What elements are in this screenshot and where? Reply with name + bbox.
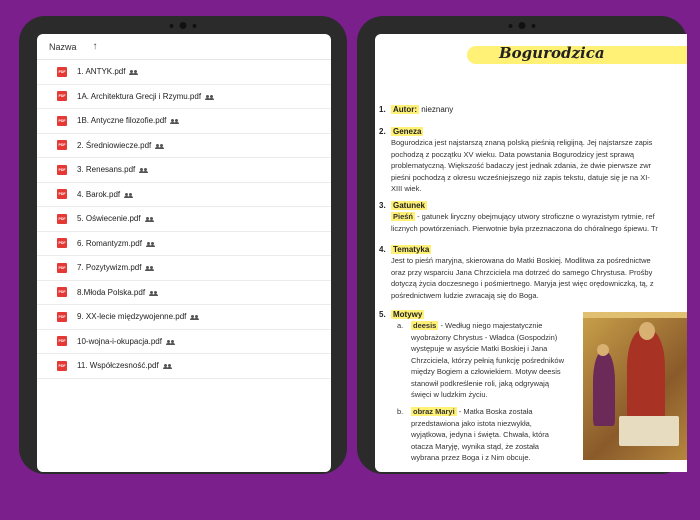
shared-people-icon xyxy=(140,168,147,171)
section-geneza-heading: 2. Geneza xyxy=(379,127,422,136)
file-row[interactable] xyxy=(37,134,331,159)
shared-people-icon xyxy=(150,291,157,294)
file-name: 1. ANTYK.pdf xyxy=(77,67,126,77)
left-tablet xyxy=(19,16,347,474)
file-row[interactable] xyxy=(37,60,331,85)
column-label: Nazwa xyxy=(49,41,77,52)
document-title: Bogurodzica xyxy=(499,44,605,62)
front-camera xyxy=(509,22,536,29)
shared-people-icon xyxy=(191,315,198,318)
section-gatunek-heading: 3. Gatunek xyxy=(379,201,426,210)
file-row[interactable] xyxy=(37,207,331,232)
front-camera xyxy=(170,22,197,29)
right-tablet xyxy=(357,16,687,474)
file-row[interactable] xyxy=(37,183,331,208)
shared-people-icon xyxy=(125,193,132,196)
file-name: 9. XX-lecie międzywojenne.pdf xyxy=(77,312,187,322)
pdf-file-icon: PDF xyxy=(57,336,67,346)
file-name: 1B. Antyczne filozofie.pdf xyxy=(77,116,167,126)
pdf-file-icon: PDF xyxy=(57,263,67,273)
sort-arrow-up-icon[interactable]: ↑ xyxy=(92,41,98,52)
pdf-file-icon: PDF xyxy=(57,140,67,150)
obraz-maryi-text: obraz Maryi - Matka Boska została przedstawiona jako istota niezwykła, wyjątkowa, jedyna i święta. Chwała, która otacza Maryję, wynika stąd, że została wybrana przez Boga i z Nim obcuje. xyxy=(411,407,549,462)
file-name: 2. Średniowiecze.pdf xyxy=(77,140,152,150)
deesis-icon-painting xyxy=(583,312,687,460)
shared-people-icon xyxy=(206,95,213,98)
name-column-header[interactable] xyxy=(37,34,331,60)
shared-people-icon xyxy=(130,70,137,73)
file-name: 3. Renesans.pdf xyxy=(77,165,136,175)
shared-people-icon xyxy=(167,340,174,343)
file-row[interactable] xyxy=(37,232,331,257)
pdf-file-icon: PDF xyxy=(57,214,67,224)
section-tematyka-heading: 4. Tematyka xyxy=(379,245,430,254)
file-name: 4. Barok.pdf xyxy=(77,189,121,199)
file-name: 6. Romantyzm.pdf xyxy=(77,238,142,248)
shared-people-icon xyxy=(146,217,153,220)
geneza-text: Bogurodzica jest najstarszą znaną polską pieśnią religijną. Jej najstarsze zapis pochodzą z początku XV wieku. Data powstania Bogurodzicy jest sprawą problematyczną. Większość badaczy jest jednak zdania, że dwie pierwsze zwr pieśni pochodzą z okresu wcześniejszego niż zapis tekstu, datuje się je na XI- XIII wiek. xyxy=(391,138,653,194)
shared-people-icon xyxy=(146,266,153,269)
file-list xyxy=(37,60,331,379)
pdf-file-icon: PDF xyxy=(57,116,67,126)
pdf-file-icon: PDF xyxy=(57,91,67,101)
file-row[interactable] xyxy=(37,281,331,306)
file-row[interactable] xyxy=(37,109,331,134)
shared-people-icon xyxy=(171,119,178,122)
file-row[interactable] xyxy=(37,305,331,330)
section-author: 1. Autor: nieznany xyxy=(379,105,454,114)
file-row[interactable] xyxy=(37,85,331,110)
file-name: 1A. Architektura Grecji i Rzymu.pdf xyxy=(77,91,202,101)
section-motywy-heading: 5. Motywy xyxy=(379,310,423,319)
document-viewer xyxy=(375,34,687,472)
file-name: 10-wojna-i-okupacja.pdf xyxy=(77,336,162,346)
shared-people-icon xyxy=(156,144,163,147)
pdf-file-icon: PDF xyxy=(57,312,67,322)
pdf-file-icon: PDF xyxy=(57,165,67,175)
file-name: 11. Współczesność.pdf xyxy=(77,361,159,371)
file-row[interactable] xyxy=(37,330,331,355)
shared-people-icon xyxy=(147,242,154,245)
file-name: 8.Młoda Polska.pdf xyxy=(77,287,146,297)
file-row[interactable] xyxy=(37,354,331,379)
deesis-text: deesis - Według niego majestatycznie wyobrażony Chrystus - Władca (Gospodzin) występuje w asyście Matki Boskiej i Jana Chrzciciela, którzy pełnią funkcję pośredników między Bogiem a człowiekiem. Motyw deesis stanowił podkreślenie roli, jaką odgrywają święci w ludzkim życiu. xyxy=(411,321,564,399)
document-page: Bogurodzica 1. Autor: nieznany 2. Geneza Bogurodzica jest najstarszą znaną polską pieśnią religijną. Jej najstarsze zapis pochodzą z początku XV wieku. Data powstania Bogurodzicy jest sprawą problematyczną. Większość badaczy jest jednak zdania, że dwie pierwsze zwr pieśni pochodzą z okresu wcześniejszego niż zapis tekstu, datuje się je na XI- XIII wiek. 3. Gatunek Pieśń - gatunek liryczny obejmujący utwory stroficzne o wyrazistym rytmie, ref licznych powtórzeniach. Pierwotnie była przeznaczona do chóralnego śpiewu. Tr 4. Tematyka Jest to pieśń maryjna, skierowana do Matki Boskiej. Modlitwa za pośrednictwe oraz przy wsparciu Jana Chrzciciela ma dotrzeć do samego Chrystusa. Prośby dotyczą życia doczesnego i pośmiertnego. Maryja jest więc orędowniczką, tą, z pośrednictwem ludzie zwracają się do Boga. 5. Motywy a. deesis - Według niego majestatycznie wyobrażony Chrystus - Władca (Gospodzin) występuje w asyście Matki Boskiej i Jana Chrzciciela, którzy pełnią funkcję pośredników między Bogiem a człowiekiem. Motyw deesis stanowił podkreślenie roli, jaką odgrywają święci w ludzkim życiu. b. obraz Maryi - Matka Boska została przedstawiona jako istota niezwykła, wyjątkowa, jedyna i święta. Chwała, która otacza Maryję, wynika stąd, że została wybrana przez Boga i z Nim obcuje. xyxy=(375,34,687,472)
file-row[interactable] xyxy=(37,158,331,183)
pdf-file-icon: PDF xyxy=(57,361,67,371)
pdf-file-icon: PDF xyxy=(57,189,67,199)
file-row[interactable] xyxy=(37,256,331,281)
file-name: 7. Pozytywizm.pdf xyxy=(77,263,142,273)
file-name: 5. Oświecenie.pdf xyxy=(77,214,141,224)
pdf-file-icon: PDF xyxy=(57,287,67,297)
gatunek-text: Pieśń - gatunek liryczny obejmujący utwory stroficzne o wyrazistym rytmie, ref licznych powtórzeniach. Pierwotnie była przeznaczona do chóralnego śpiewu. Tr xyxy=(391,212,658,233)
pdf-file-icon: PDF xyxy=(57,67,67,77)
tematyka-text: Jest to pieśń maryjna, skierowana do Matki Boskiej. Modlitwa za pośrednictwe oraz przy wsparciu Jana Chrzciciela ma dotrzeć do samego Chrystusa. Prośby dotyczą życia doczesnego i pośmiertnego. Maryja jest więc orędowniczką, tą, z pośrednictwem ludzie zwracają się do Boga. xyxy=(391,256,654,300)
pdf-file-icon: PDF xyxy=(57,238,67,248)
shared-people-icon xyxy=(164,364,171,367)
file-browser xyxy=(37,34,331,472)
